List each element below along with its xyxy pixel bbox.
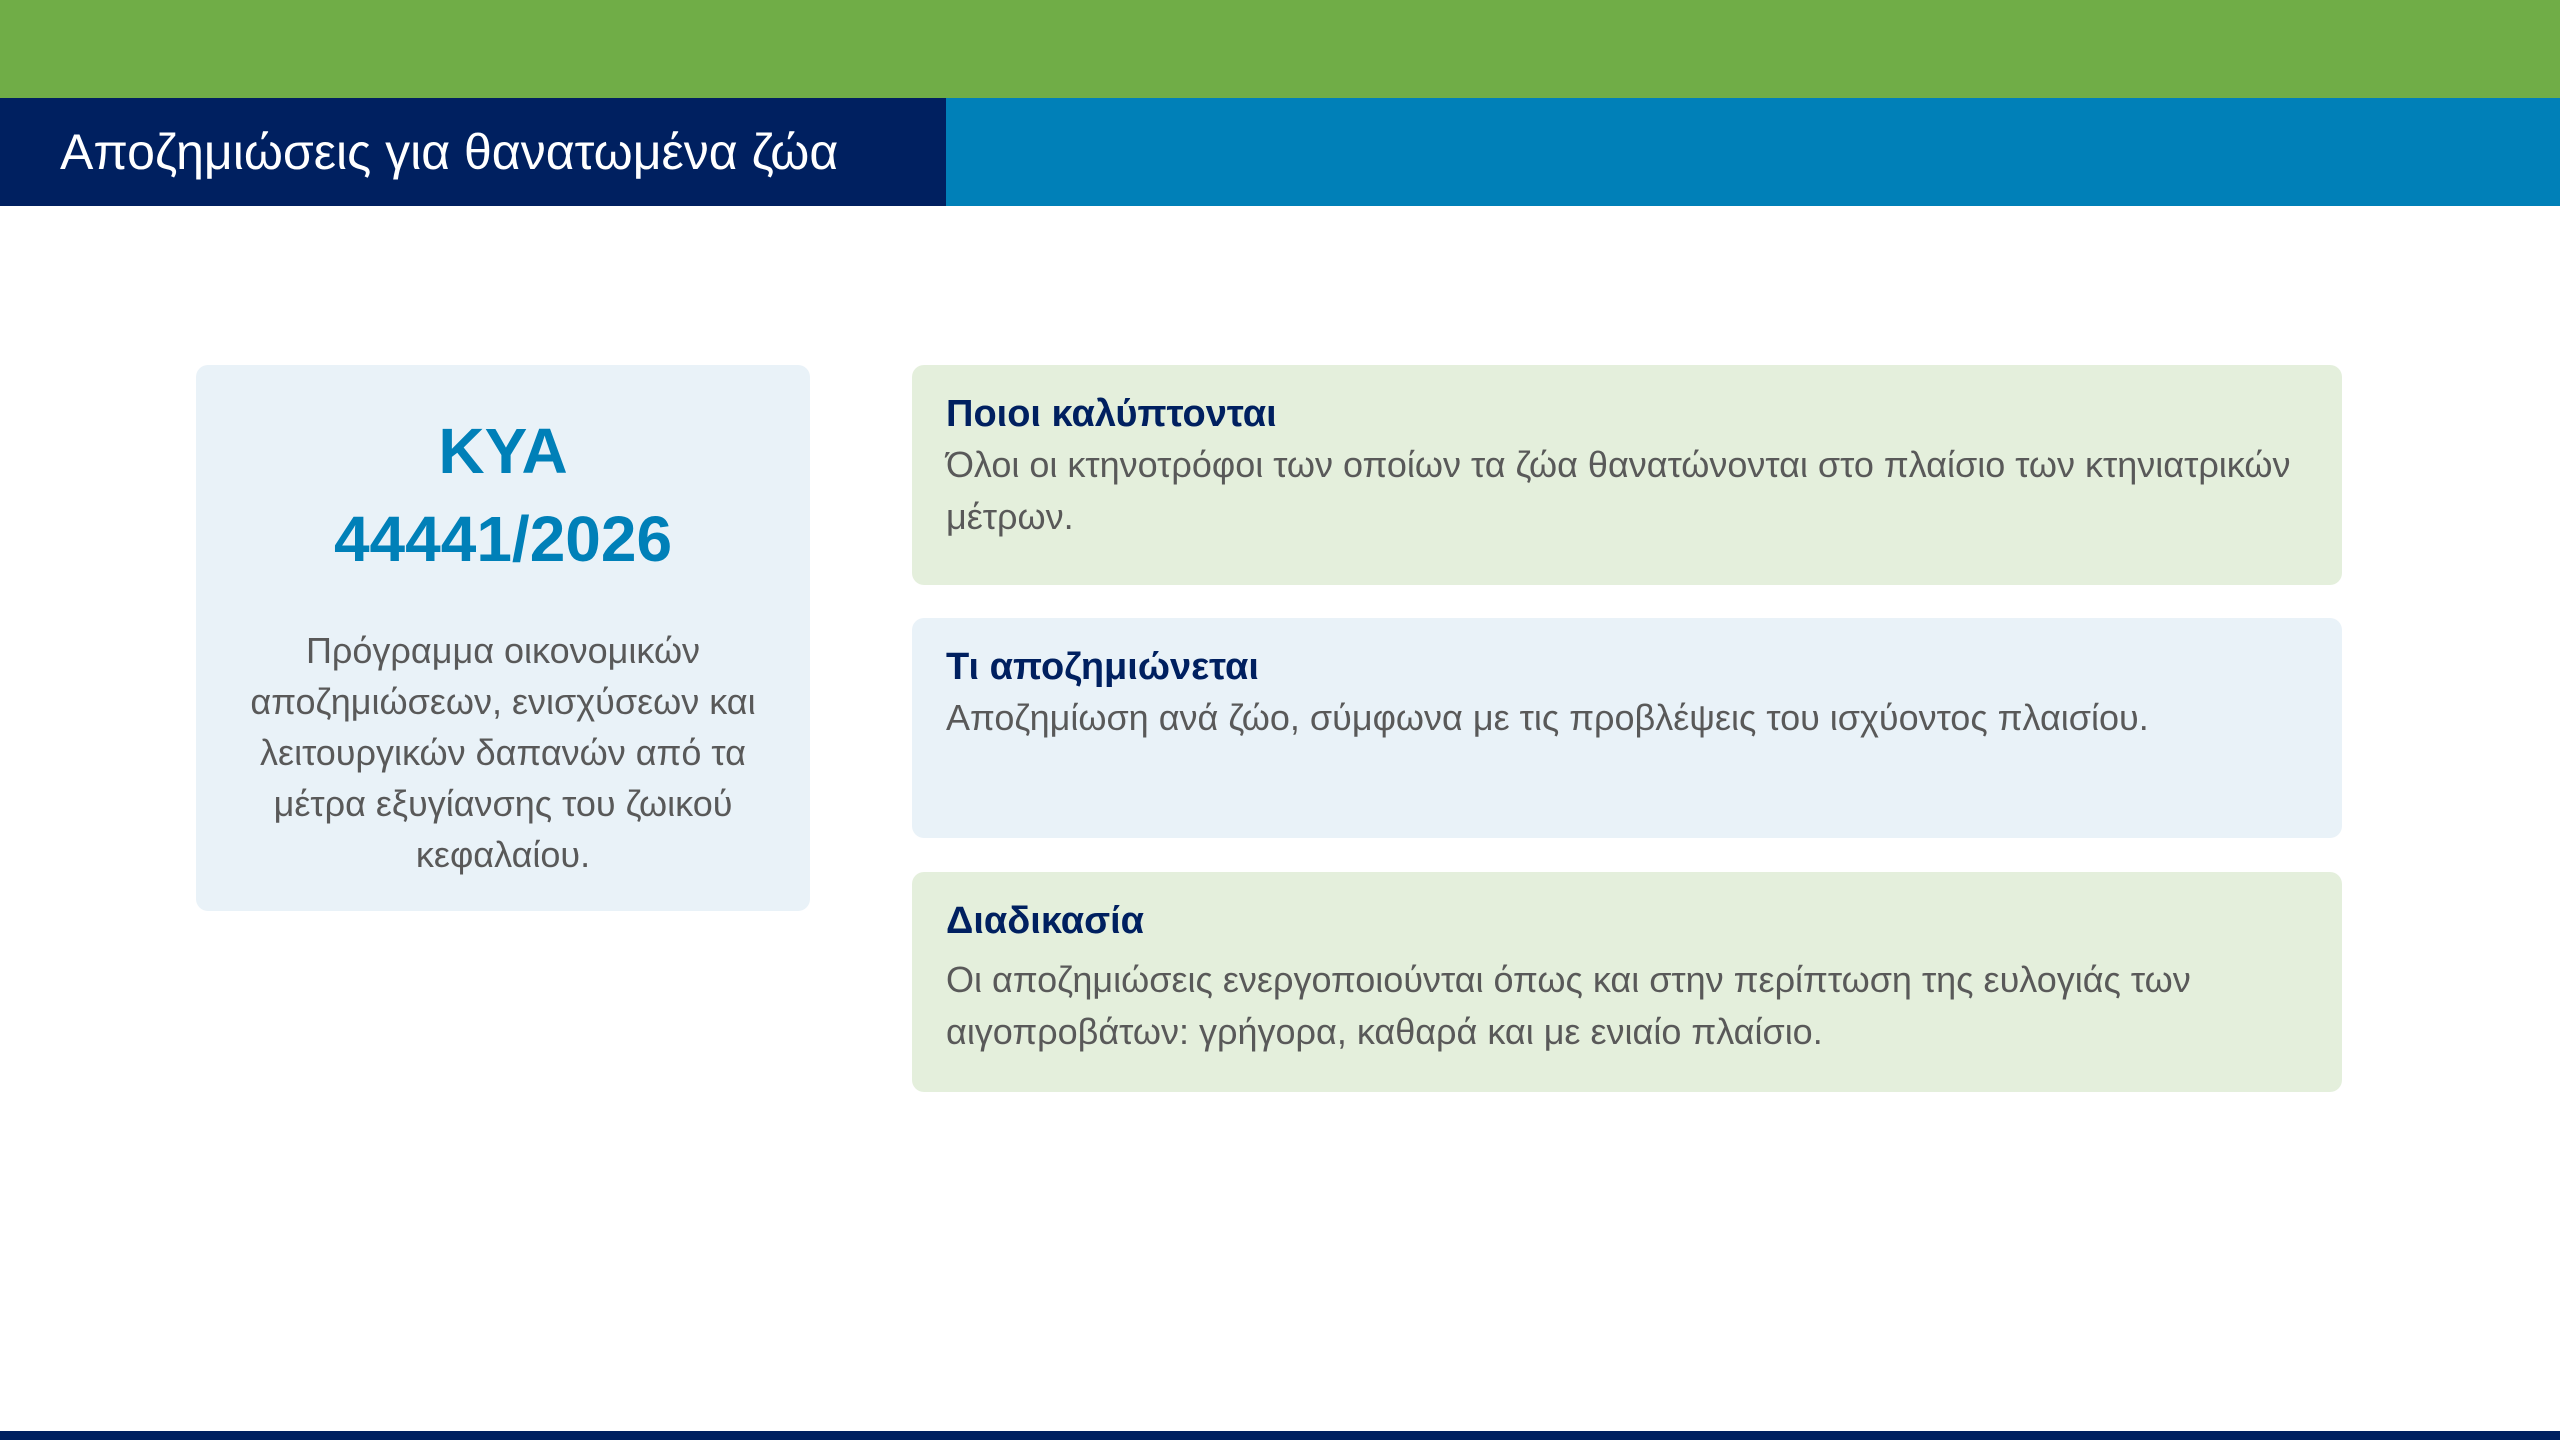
- slide-title: Αποζημιώσεις για θανατωμένα ζώα: [60, 124, 839, 180]
- card-who-covered: [912, 365, 2342, 585]
- card-what-compensated-text: Αποζημίωση ανά ζώο, σύμφωνα με τις προβλέψεις του ισχύοντος πλαισίου.: [946, 697, 2149, 738]
- card-what-compensated: [912, 618, 2342, 838]
- kya-number: 44441/2026: [333, 503, 673, 575]
- card-who-covered-title: Ποιοι καλύπτονται: [946, 393, 1277, 435]
- card-procedure-text: Οι αποζημιώσεις ενεργοποιούνται όπως και στην περίπτωση της ευλογιάς των αιγοπροβάτων: γρήγορα, καθαρά και με ενιαίο πλαίσιο.: [946, 959, 2191, 1052]
- card-procedure: [912, 872, 2342, 1092]
- card-procedure-title: Διαδικασία: [946, 900, 1145, 942]
- card-what-compensated-title: Τι αποζημιώνεται: [946, 646, 1259, 688]
- kya-card: [196, 365, 810, 911]
- top-green-band: [0, 0, 2560, 98]
- kya-label: ΚΥΑ: [438, 415, 568, 487]
- slide-title-box: [0, 98, 946, 206]
- card-who-covered-text: Όλοι οι κτηνοτρόφοι των οποίων τα ζώα θανατώνονται στο πλαίσιο των κτηνιατρικών μέτρων.: [946, 444, 2291, 537]
- bottom-navy-line: [0, 1431, 2560, 1440]
- kya-description: Πρόγραμμα οικονομικών αποζημιώσεων, ενισχύσεων και λειτουργικών δαπανών από τα μέτρα εξυγίανσης του ζωικού κεφαλαίου.: [250, 630, 756, 875]
